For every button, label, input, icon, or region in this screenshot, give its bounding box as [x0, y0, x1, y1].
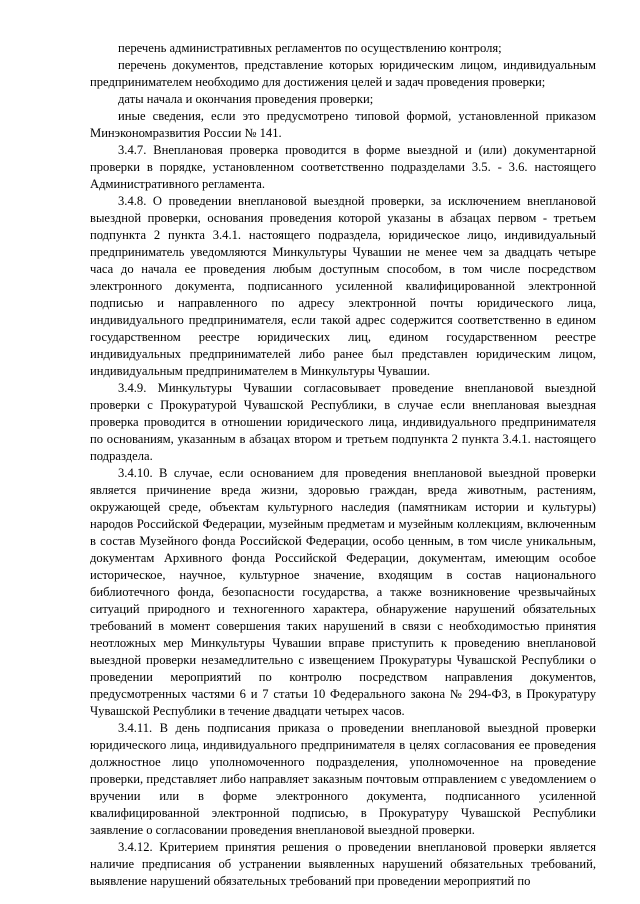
paragraph-3-4-9: 3.4.9. Минкультуры Чувашии согласовывает проведение внеплановой выездной проверки с Прокуратурой Чувашской Республики, в случае если внеплановая выездная проверка проводится в отношении юридического лица, индивидуального предпринимателя по основаниям, указанным в абзацах втором и третьем подпункта 2 пункта 3.4.1. настоящего подраздела.	[90, 381, 596, 463]
paragraph-list-regulations: перечень административных регламентов по осуществлению контроля;	[118, 41, 502, 55]
paragraph-3-4-11: 3.4.11. В день подписания приказа о проведении внеплановой выездной проверки юридического лица, индивидуального предпринимателя в целях согласования ее проведения должностное лицо уполномоченного подразделения, уполномоченное на проведение проверки, представляет либо направляет заказным почтовым отправлением с уведомлением о вручении или в форме электронного документа, подписанного усиленной квалифицированной электронной подписью, в Прокуратуру Чувашской Республики заявление о согласовании проведения внеплановой выездной проверки.	[90, 721, 596, 837]
paragraph-3-4-12: 3.4.12. Критерием принятия решения о проведении внеплановой проверки является наличие предписания об устранении выявленных нарушений обязательных требований, выявление нарушений обязательных требований при проведении мероприятий по	[90, 840, 596, 888]
paragraph-3-4-10: 3.4.10. В случае, если основанием для проведения внеплановой выездной проверки является причинение вреда жизни, здоровью граждан, вреда животным, растениям, окружающей среде, объектам культурного наследия (памятникам истории и культуры) народов Российской Федерации, музейным предметам и музейным коллекциям, включенным в состав Музейного фонда Российской Федерации, особо ценным, в том числе уникальным, документам Архивного фонда Российской Федерации, документам, имеющим особое историческое, научное, культурное значение, входящим в состав национального библиотечного фонда, безопасности государства, а также возникновение чрезвычайных ситуаций природного и техногенного характера, обнаружение нарушений обязательных требований в момент совершения таких нарушений в связи с необходимостью принятия неотложных мер Минкультуры Чувашии вправе приступить к проведению внеплановой выездной проверки незамедлительно с извещением Прокуратуры Чувашской Республики о проведении мероприятий по контролю посредством направления документов, предусмотренных частями 6 и 7 статьи 10 Федерального закона № 294-ФЗ, в Прокуратуру Чувашской Республики в течение двадцати четырех часов.	[90, 466, 596, 718]
document-page	[90, 40, 596, 890]
paragraph-other-info: иные сведения, если это предусмотрено типовой формой, установленной приказом Минэкономразвития России № 141.	[90, 109, 596, 140]
paragraph-dates: даты начала и окончания проведения проверки;	[118, 92, 374, 106]
paragraph-3-4-8: 3.4.8. О проведении внеплановой выездной проверки, за исключением внеплановой выездной проверки, основания проведения которой указаны в абзацах первом - третьем подпункта 2 пункта 3.4.1. настоящего подраздела, юридическое лицо, индивидуальный предприниматель уведомляются Минкультуры Чувашии не менее чем за двадцать четыре часа до начала ее проведения любым доступным способом, в том числе посредством электронного документа, подписанного усиленной квалифицированной электронной подписью и направленного по адресу электронной почты юридического лица, индивидуального предпринимателя, если такой адрес содержится соответственно в едином государственном реестре юридических лиц, едином государственном реестре индивидуальных предпринимателей либо ранее был представлен юридическим лицом, индивидуальным предпринимателем в Минкультуры Чувашии.	[90, 194, 596, 378]
paragraph-list-documents: перечень документов, представление которых юридическим лицом, индивидуальным предпринимателем необходимо для достижения целей и задач проведения проверки;	[90, 58, 596, 89]
paragraph-3-4-7: 3.4.7. Внеплановая проверка проводится в форме выездной и (или) документарной проверки в порядке, установленном соответственно подразделами 3.5. - 3.6. настоящего Административного регламента.	[90, 143, 596, 191]
